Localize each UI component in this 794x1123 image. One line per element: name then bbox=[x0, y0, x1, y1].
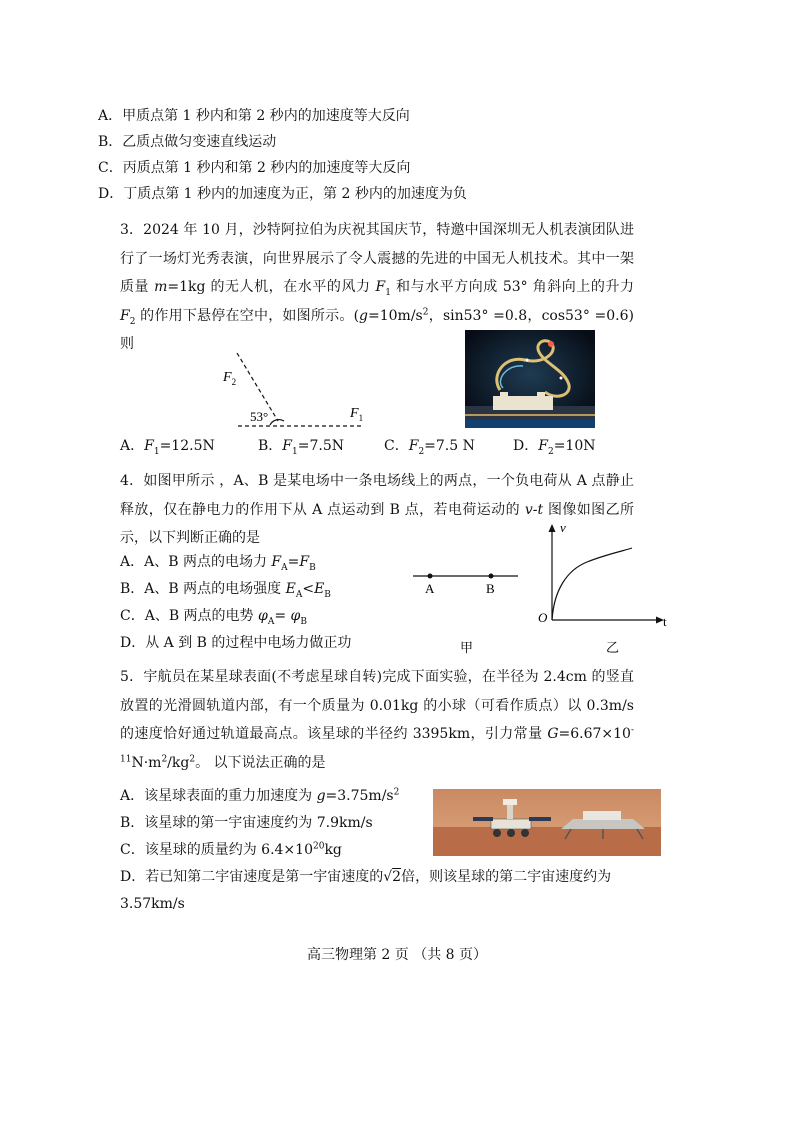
drone-lightshow-photo bbox=[465, 330, 595, 428]
q5-option-d-cont: 3.57km/s bbox=[120, 896, 185, 912]
t-axis-label: t bbox=[663, 614, 667, 629]
v-axis-arrow-icon bbox=[549, 524, 556, 532]
q5-option-c: C．该星球的质量约为 $6.4\times 10^{20}kg$ bbox=[120, 841, 342, 858]
angle-label: 53° bbox=[250, 409, 269, 424]
q5-stem: 5．宇航员在某星球表面(不考虑星球自转)完成下面实验，在半径为 2.4cm 的竖直放置的光滑圆轨道内部，有一个质量为 0.01kg 的小球（可看作质点）以 0.3m/s 的速度恰好通过轨道最高点。该星球的半径约 3395km，引力常量 $G=6.67\times 10^{-11}N\cdot m^2/kg^2$。 以下说法正确的是 bbox=[120, 669, 634, 771]
q4-option-d: D．从 A 到 B 的过程中电场力做正功 bbox=[120, 635, 352, 651]
fig-yi-caption: 乙 bbox=[606, 640, 620, 655]
q3-option-c: C．$F_2=7.5$ N bbox=[384, 438, 475, 457]
q5-option-d: D．若已知第二宇宙速度是第一宇宙速度的√2倍，则该星球的第二宇宙速度约为 bbox=[120, 869, 612, 885]
point-a-label: A bbox=[425, 581, 435, 596]
q3-force-diagram bbox=[200, 345, 400, 435]
f1-label: $F_1$ bbox=[350, 406, 364, 423]
mars-rover-photo bbox=[433, 789, 661, 856]
q3-stem: 3．2024 年 10 月，沙特阿拉伯为庆祝其国庆节，特邀中国深圳无人机表演团队进行了一场灯光秀表演，向世界展示了令人震撼的先进的中国无人机技术。其中一架质量 m=1kg 的无人机，在水平的风力 $F_1$ 和与水平方向成 53° 角斜向上的升力 $F_2$ 的作用下悬停在空中，如图所示。($g=10m/s^2$，sin53° =0.8，cos53° =0.6)则 bbox=[120, 222, 634, 352]
point-a-dot bbox=[428, 574, 433, 579]
q2-option-c: C．丙质点第 1 秒内和第 2 秒内的加速度等大反向 bbox=[98, 160, 411, 176]
q4-option-c: C．A、B 两点的电势 $\varphi_A= \varphi_B$ bbox=[120, 608, 307, 627]
q2-option-d: D．丁质点第 1 秒内的加速度为正，第 2 秒内的加速度为负 bbox=[98, 186, 467, 202]
q3-option-d: D．$F_2=10N$ bbox=[513, 438, 596, 457]
point-b-label: B bbox=[486, 581, 495, 596]
v-axis-label: v bbox=[560, 520, 566, 535]
q4-stem: 4．如图甲所示 ，A、B 是某电场中一条电场线上的两点，一个负电荷从 A 点静止释放，仅在静电力的作用下从 A 点运动到 B 点，若电荷运动的 v-t 图像如图乙所示，以下判断正确的是 bbox=[120, 473, 634, 546]
sqrt-symbol: √2 bbox=[383, 869, 402, 885]
q5-option-b: B．该星球的第一宇宙速度约为 7.9km/s bbox=[120, 815, 373, 831]
q4-option-a: A．A、B 两点的电场力 $F_A=F_B$ bbox=[120, 554, 316, 573]
q3-option-b: B．$F_1=7.5N$ bbox=[258, 438, 344, 457]
vt-graph bbox=[532, 520, 672, 655]
page-footer: 高三物理第 2 页 （共 8 页） bbox=[306, 947, 488, 963]
f2-label: $F_2$ bbox=[223, 370, 237, 387]
q5-option-a: A．该星球表面的重力加速度为 $g=3.75m/s^2$ bbox=[120, 787, 400, 804]
origin-label: O bbox=[538, 610, 548, 625]
fig-jia-caption: 甲 bbox=[460, 640, 474, 655]
q4-option-b: B．A、B 两点的电场强度 $E_A<E_B$ bbox=[120, 581, 331, 600]
point-b-dot bbox=[489, 574, 494, 579]
q2-option-a: A．甲质点第 1 秒内和第 2 秒内的加速度等大反向 bbox=[98, 108, 410, 124]
field-line-figure bbox=[410, 560, 525, 660]
q3-option-a: A．$F_1=12.5N$ bbox=[120, 438, 215, 457]
q2-option-b: B．乙质点做匀变速直线运动 bbox=[98, 134, 277, 150]
vt-curve bbox=[552, 548, 632, 620]
